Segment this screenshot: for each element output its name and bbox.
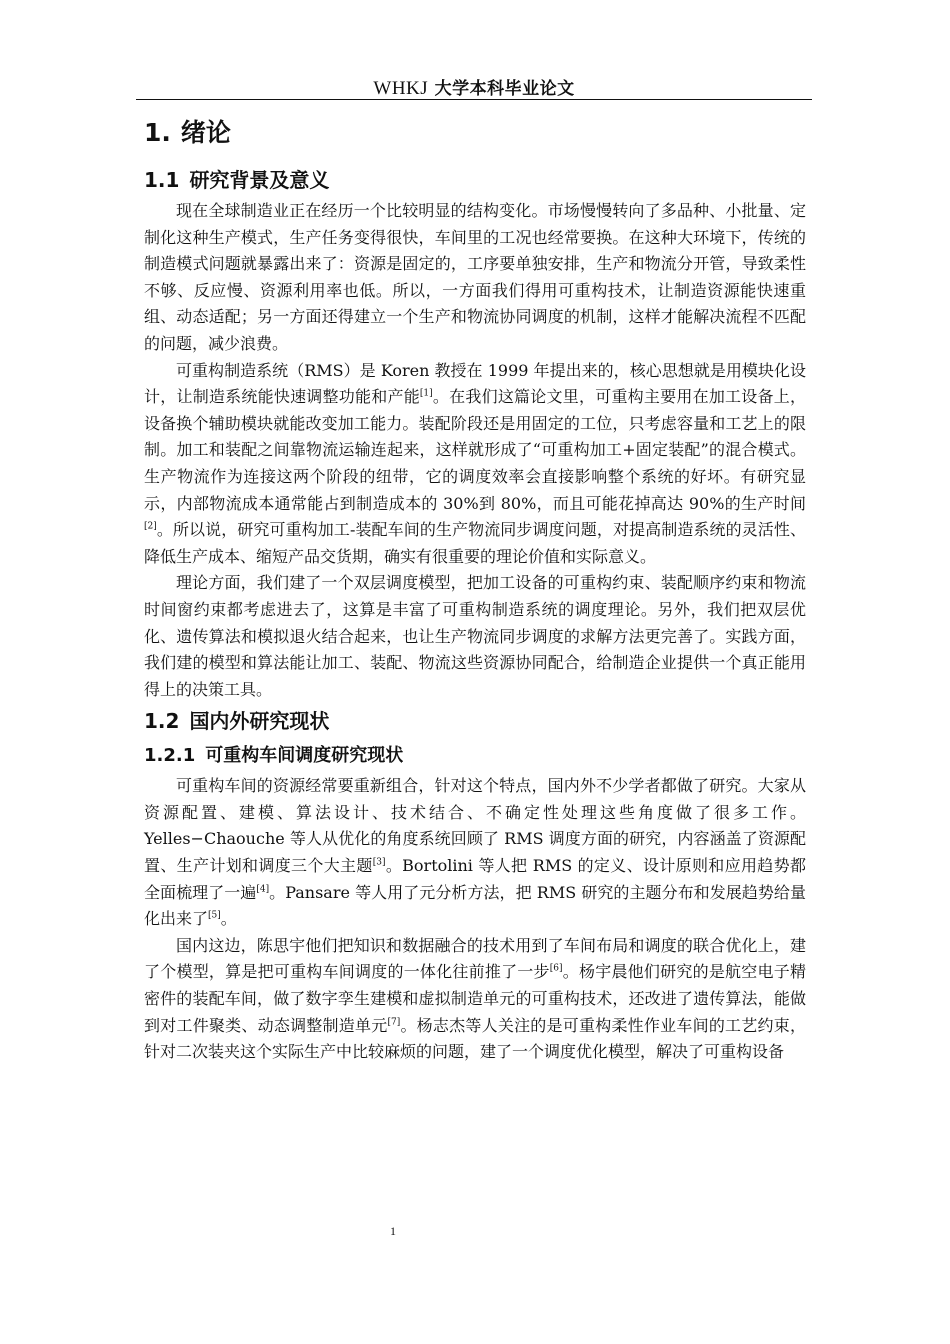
section-heading [144,703,806,739]
chapter-number: 1. [144,118,171,147]
citation: [1] [419,388,433,399]
citation: [2] [144,521,157,532]
paragraph-text: 可重构制造系统（RMS）是 Koren 教授在 1999 年提出来的，核心思想就是用模块化设计，让制造系统能快速调整功能和产能 [144,360,806,407]
paragraph-text: 。杨宇晨他们研究的是航空电子精密件的装配车间，做了数字孪生建模和虚拟制造单元的可重构技术，还改进了遗传算法，能做到对工件聚类、动态调整制造单元 [144,962,806,1035]
paragraph [144,933,806,1066]
section-title: 研究背景及意义 [189,168,330,192]
chapter-heading [144,112,806,154]
paragraph-text: 国内这边，陈思宇他们把知识和数据融合的技术用到了车间布局和调度的联合优化上，建了个模型，算是把可重构车间调度的一体化往前推了一步 [144,935,806,982]
section-number: 1.2 [144,709,180,734]
page-number: 1 [390,1224,396,1238]
running-header [136,74,812,100]
paragraph-text: 现在全球制造业正在经历一个比较明显的结构变化。市场慢慢转向了多品种、小批量、定制化这种生产模式，生产任务变得很快，车间里的工况也经常要换。在这种大环境下，传统的制造模式问题就暴露出来了：资源是固定的，工序要单独安排，生产和物流分开管，导致柔性不够、反应慢、资源利用率也低。所以，一方面我们得用可重构技术，让制造资源能快速重组、动态适配；另一方面还得建立一个生产和物流协同调度的机制，这样才能解决流程不匹配的问题，减少浪费。 [144,201,806,353]
header-rule [136,99,812,100]
section-title: 国内外研究现状 [189,709,330,734]
paragraph-text: 。杨志杰等人关注的是可重构柔性作业车间的工艺约束，针对二次装夹这个实际生产中比较麻烦的问题，建了一个调度优化模型，解决了可重构设备 [144,1015,806,1062]
page-body [144,112,806,1066]
paragraph-text: 可重构车间的资源经常要重新组合，针对这个特点，国内外不少学者都做了研究。大家从资源配置、建模、算法设计、技术结合、不确定性处理这些角度做了很多工作。Yelles−Chaouche 等人从优化的角度系统回顾了 RMS 调度方面的研究，内容涵盖了资源配置、生产计划和调度三个大主题 [144,776,806,876]
section-number: 1.1 [144,168,180,192]
citation: [7] [387,1017,401,1028]
paragraph [144,198,806,358]
citation: [5] [208,910,221,921]
paragraph-text: 。Bortolini 等人把 RMS 的定义、设计原则和应用趋势都全面梳理了一遍 [144,856,806,902]
paragraph [144,570,806,703]
citation: [3] [372,857,386,868]
paragraph-text: 。在我们这篇论文里，可重构主要用在加工设备上，设备换个辅助模块就能改变加工能力。装配阶段还是用固定的工位，只考虑容量和工艺上的限制。加工和装配之间靠物流运输连起来，这样就形成了“可重构加工+固定装配”的混合模式。生产物流作为连接这两个阶段的纽带，它的调度效率会直接影响整个系统的好坏。有研究显示，内部物流成本通常能占到制造成本的 30%到 80%，而且可能花掉高达 90%的生产时间 [144,387,806,513]
subsection-number: 1.2.1 [144,745,196,767]
header-title: 大学本科毕业论文 [428,79,575,99]
paragraph-text: 。 [220,909,237,929]
paragraph-text: 。所以说，研究可重构加工-装配车间的生产物流同步调度问题，对提高制造系统的灵活性、降低生产成本、缩短产品交货期，确实有很重要的理论价值和实际意义。 [144,520,806,566]
citation: [4] [256,884,270,895]
subsection-heading [144,739,806,773]
section-heading [144,162,806,198]
header-latin: WHKJ [373,78,429,99]
chapter-title: 绪论 [180,118,231,147]
paragraph [144,358,806,571]
paragraph-text: 。Pansare 等人用了元分析方法，把 RMS 研究的主题分布和发展趋势给量化出来了 [144,882,806,929]
paragraph [144,773,806,933]
paragraph-text: 理论方面，我们建了一个双层调度模型，把加工设备的可重构约束、装配顺序约束和物流时间窗约束都考虑进去了，这算是丰富了可重构制造系统的调度理论。另外，我们把双层优化、遗传算法和模拟退火结合起来，也让生产物流同步调度的求解方法更完善了。实践方面，我们建的模型和算法能让加工、装配、物流这些资源协同配合，给制造企业提供一个真正能用得上的决策工具。 [144,573,806,699]
subsection-title: 可重构车间调度研究现状 [205,745,404,767]
citation: [6] [549,964,563,975]
